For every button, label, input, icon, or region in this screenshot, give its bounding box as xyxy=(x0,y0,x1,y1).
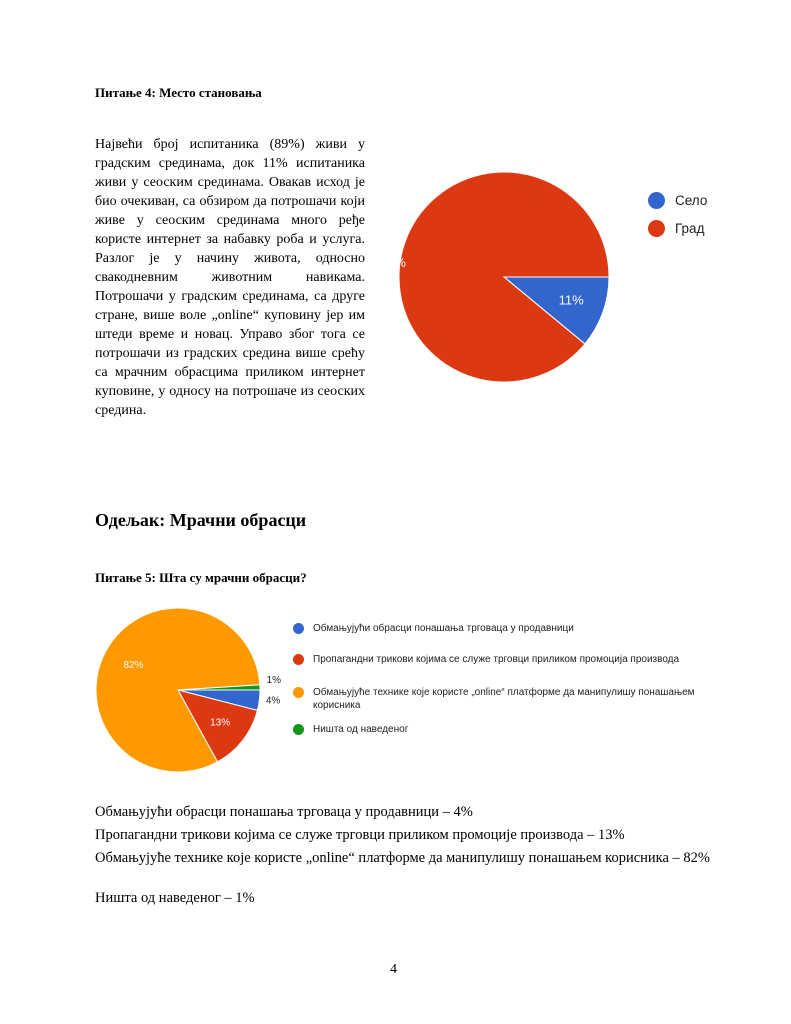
legend-label: Пропагандни трикови којима се служе трговци приликом промоција производа xyxy=(313,654,680,665)
section-heading: Одељак: Мрачни обрасци xyxy=(95,510,307,530)
answer-line-store-patterns: Обмањујући обрасци понашања трговаца у продавници – 4% xyxy=(95,804,473,820)
legend-item-propaganda xyxy=(293,654,713,665)
question-4-heading: Питање 4: Место становања xyxy=(95,85,262,100)
slice-value-label: 11% xyxy=(558,292,584,308)
pie-slice xyxy=(399,172,609,382)
residence-pie-chart xyxy=(379,165,625,395)
slice-value-label: 82% xyxy=(123,660,144,672)
legend-item-none xyxy=(293,724,713,735)
answer-line-none: Ништа од наведеног – 1% xyxy=(95,890,255,906)
legend-label: Обмањујуће технике које користе „online“ платформе да манипулишу понашањем корисника xyxy=(313,687,695,711)
question-4-paragraph: Највећи број испитаника (89%) живи у градским срединама, док 11% испитаника живи у сеоским срединама. Овакав исход је био очекиван, са обзиром да потрошачи који живе у сеоским срединама много ређе користе интернет за набавку роба и услуга. Разлог је у начину живота, односно свакодневним животним навикама. Потрошачи у градским срединама, са друге стране, више воле „online“ куповину јер им штеди време и новац. Управо због тога се потрошачи из градских средина више срећу са мрачним обрасцима приликом интернет куповине, у односу на потрошаче из сеоских средина. xyxy=(95,137,365,418)
legend-swatch xyxy=(293,687,304,698)
legend-swatch xyxy=(293,654,304,665)
legend-item-grad xyxy=(648,220,704,237)
legend-swatch xyxy=(293,724,304,735)
legend-swatch xyxy=(648,220,665,237)
slice-value-label: 13% xyxy=(210,717,231,729)
answer-line-propaganda: Пропагандни трикови којима се служе трговци приликом промоције производа – 13% xyxy=(95,827,625,843)
legend-label: Обмањујући обрасци понашања трговаца у продавници xyxy=(313,623,574,634)
legend-swatch xyxy=(293,623,304,634)
legend-item-selo xyxy=(648,192,707,209)
slice-value-label: 89% xyxy=(379,254,406,270)
dark-patterns-pie-chart xyxy=(85,605,300,780)
legend-item-online-techniques xyxy=(293,686,713,712)
slice-value-label: 1% xyxy=(266,674,281,686)
legend-item-store-patterns xyxy=(293,623,713,634)
legend-swatch xyxy=(648,192,665,209)
page-number: 4 xyxy=(390,962,397,977)
legend-label: Ништа од наведеног xyxy=(313,724,409,735)
question-5-heading: Питање 5: Шта су мрачни обрасци? xyxy=(95,570,307,585)
slice-value-label: 4% xyxy=(265,695,281,707)
legend-label: Град xyxy=(675,221,705,236)
legend-label: Село xyxy=(675,193,708,208)
answer-line-online-techniques: Обмањујуће технике које користе „online“ платформе да манипулишу понашањем корисника – 82% xyxy=(95,850,711,866)
